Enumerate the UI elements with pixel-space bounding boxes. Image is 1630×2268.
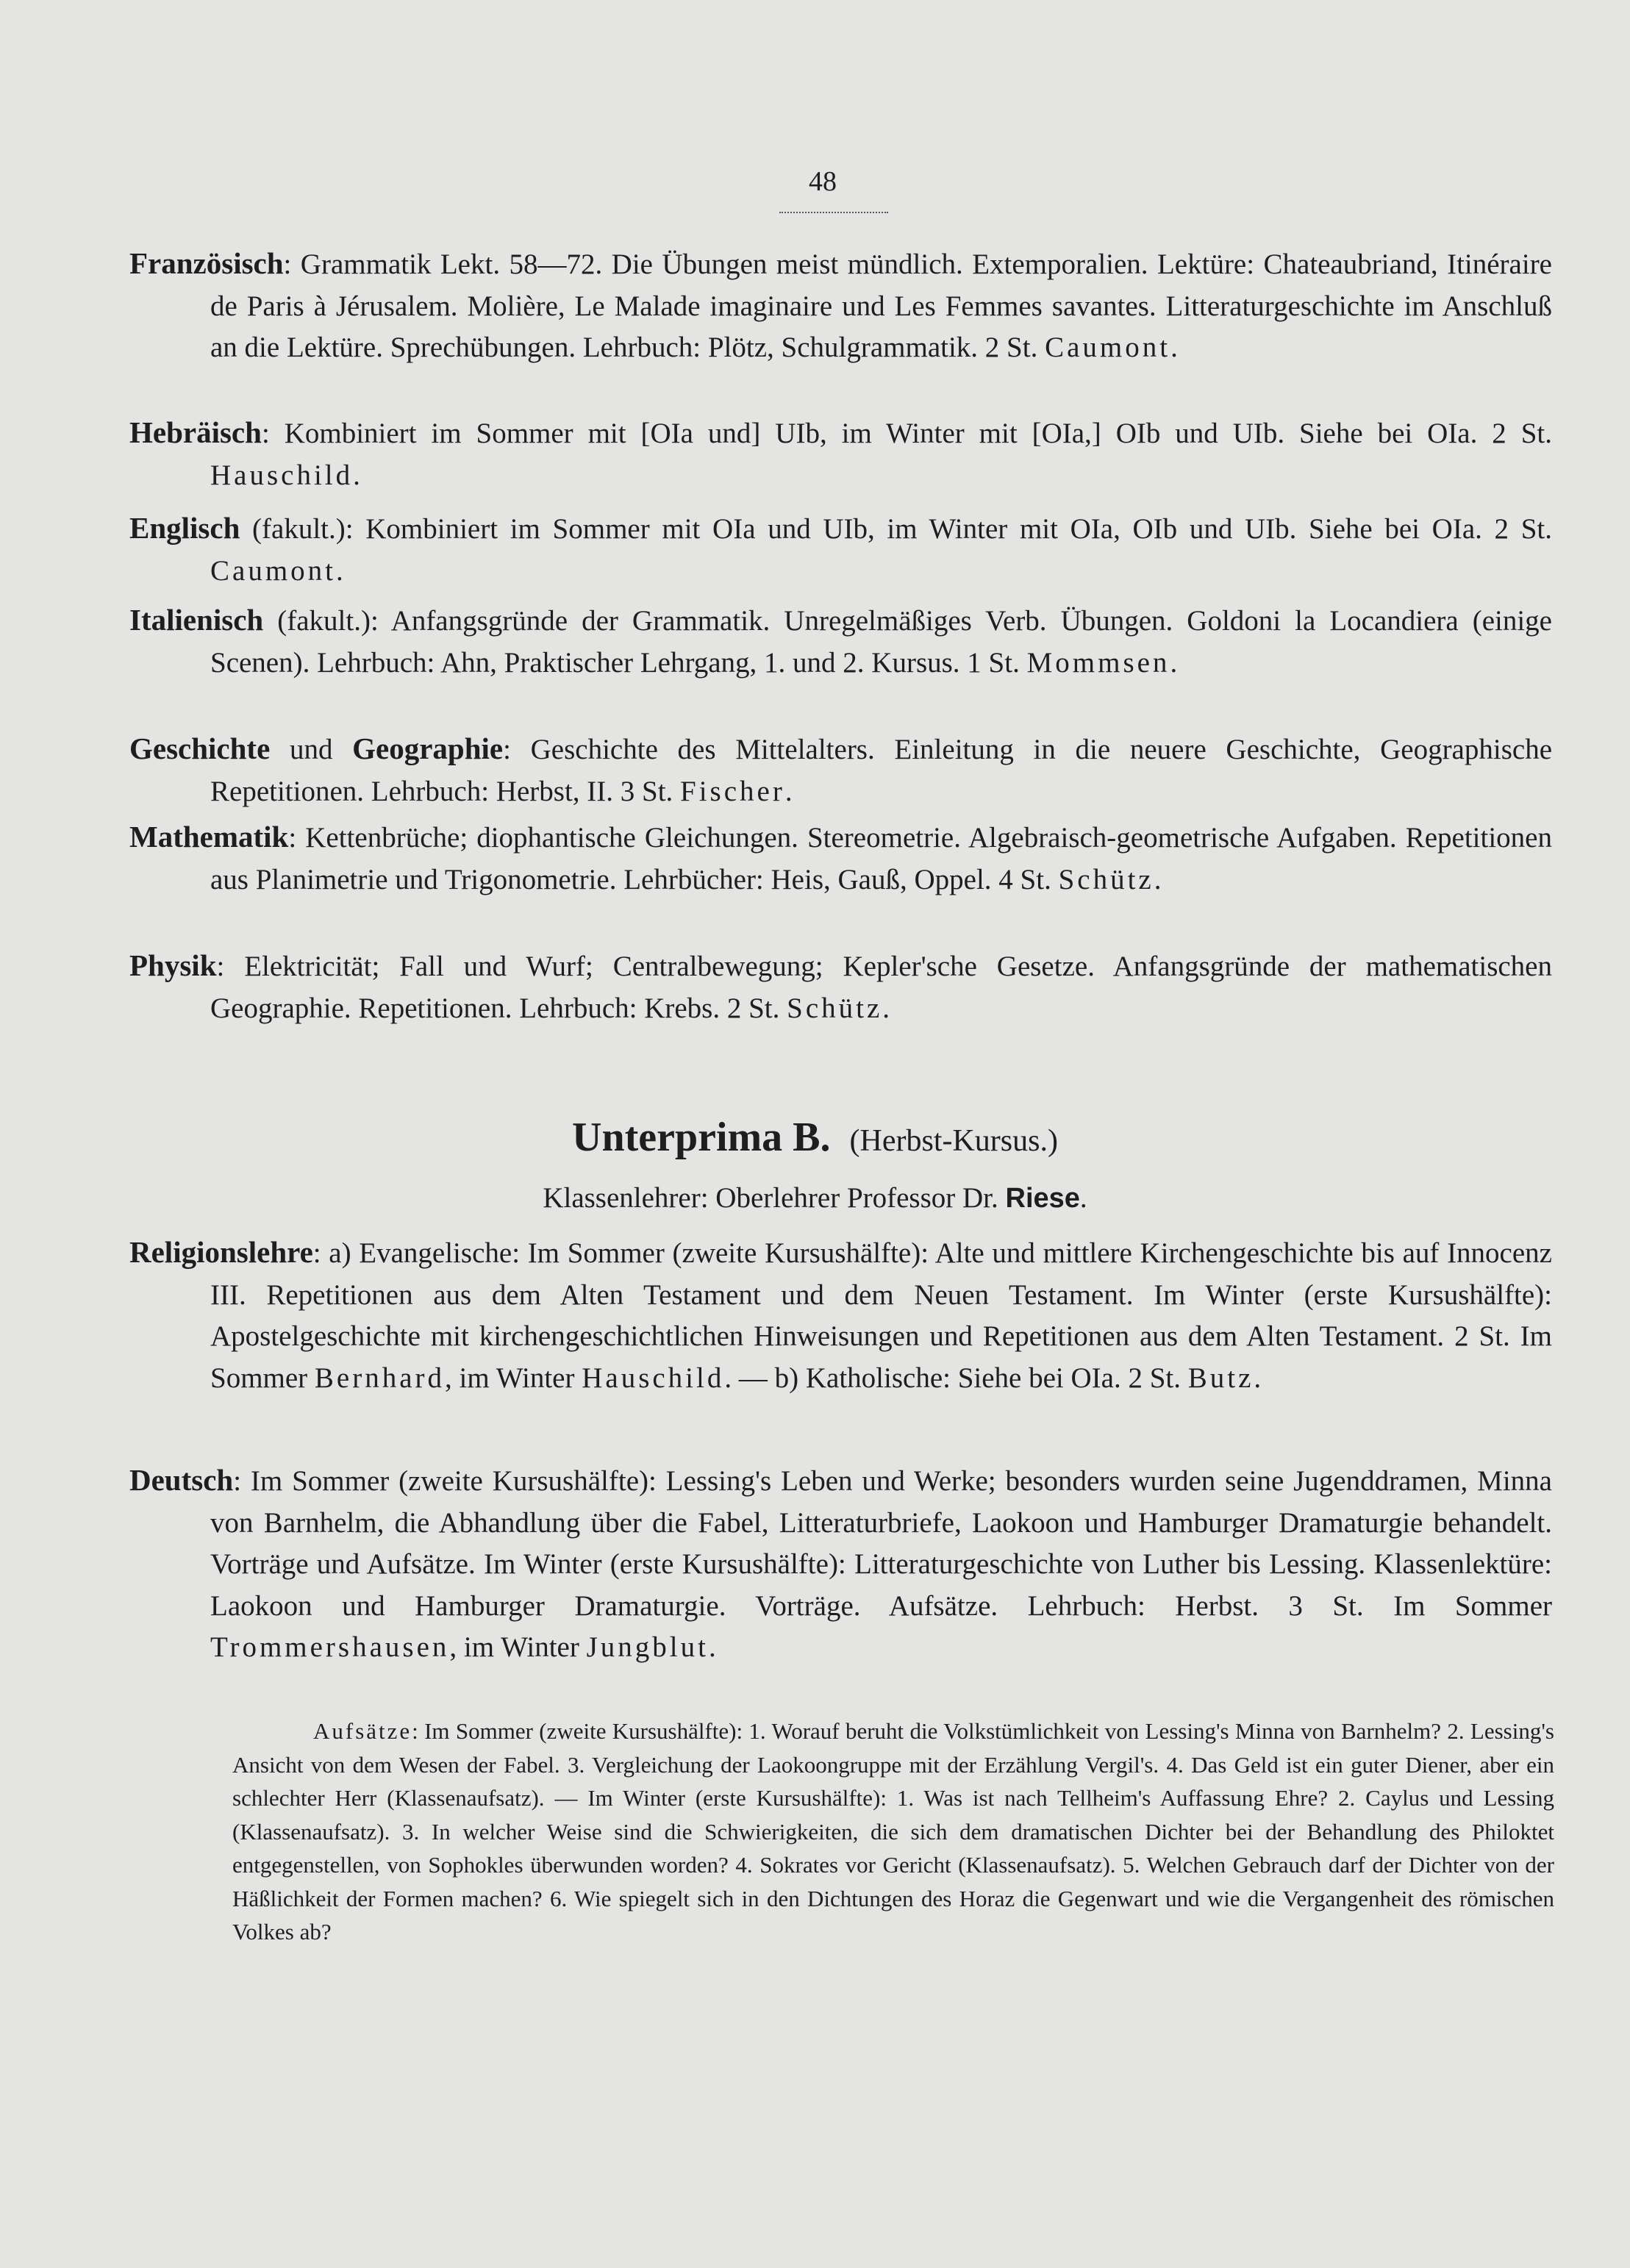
page-number-ornament xyxy=(779,204,888,213)
subject-entry-deutsch xyxy=(129,1459,1552,1669)
page-number: 48 xyxy=(809,166,837,197)
teacher-name: Hauschild xyxy=(210,459,354,491)
subject-entry-religionslehre xyxy=(129,1231,1552,1399)
subject-entry-englisch xyxy=(129,507,1552,592)
subject-entry-mathematik xyxy=(129,816,1552,901)
paragraph xyxy=(129,816,1552,901)
subject-text: : Im Sommer (zweite Kursushälfte): Lessing's Leben und Werke; besonders wurden seine Jugenddramen, Minna von Barnhelm, die Abhandlung über die Fabel, Litteraturbriefe, Laokoon und Hamburger Dramaturgie behandelt. Vorträge und Aufsätze. Im Winter (erste Kursushälfte): Litteraturgeschichte von Luther bis Lessing. Klassenlektüre: Laokoon und Hamburger Dramaturgie. Vorträge. Aufsätze. Lehrbuch: Herbst. 3 St. Im Sommer xyxy=(210,1465,1552,1622)
subject-heading: Französisch xyxy=(129,246,284,280)
period: . xyxy=(1154,863,1162,895)
subject-text: (fakult.): Anfangsgründe der Grammatik. Unregelmäßiges Verb. Übungen. Goldoni la Locandiera (einige Scenen). Lehrbuch: Ahn, Praktischer Lehrgang, 1. und 2. Kursus. 1 St. xyxy=(210,605,1552,679)
subject-heading: Deutsch xyxy=(129,1463,234,1497)
paragraph xyxy=(129,599,1552,684)
paragraph xyxy=(129,243,1552,369)
essay-topics-note xyxy=(232,1714,1554,1949)
subject-heading: Hebräisch xyxy=(129,415,262,449)
teacher-name: Caumont xyxy=(210,554,336,587)
subject-heading: Religionslehre xyxy=(129,1235,313,1269)
subject-entry-franzoesisch xyxy=(129,243,1552,369)
period: . xyxy=(1079,1182,1087,1214)
subject-entry-geschichte xyxy=(129,728,1552,812)
period: . xyxy=(353,459,360,491)
section-title: Unterprima B. xyxy=(572,1115,831,1160)
subject-heading: Italienisch xyxy=(129,603,264,637)
subject-heading: Mathematik xyxy=(129,820,289,854)
teacher-name-2: Hauschild xyxy=(582,1362,725,1394)
period: . xyxy=(1254,1362,1262,1394)
paragraph xyxy=(129,412,1552,496)
paragraph xyxy=(129,945,1552,1029)
subject-text: : Geschichte des Mittelalters. Einleitung in die neuere Geschichte, Geographische Repetitionen. Lehrbuch: Herbst, II. 3 St. xyxy=(210,734,1552,807)
paragraph xyxy=(129,1459,1552,1669)
subject-entry-hebraeisch xyxy=(129,412,1552,496)
subject-text: : a) Evangelische: Im Sommer (zweite Kursushälfte): Alte und mittlere Kirchengeschichte bis auf Innocenz III. Repetitionen aus dem Alten Testament und dem Neuen Testament. Im Winter (erste Kursushälfte): Apostelgeschichte mit kirchengeschichtlichen Hinweisungen und Repetitionen aus dem Alten Testament. 2 St. Im Sommer xyxy=(210,1237,1552,1394)
section-heading xyxy=(0,1114,1630,1161)
class-teacher-line xyxy=(0,1181,1630,1215)
subject-text: : Grammatik Lekt. 58—72. Die Übungen meist mündlich. Extemporalien. Lektüre: Chateaubriand, Itinéraire de Paris à Jérusalem. Molière, Le Malade imaginaire und Les Femmes savantes. Litteraturgeschichte im Anschluß an die Lektüre. Sprechübungen. Lehrbuch: Plötz, Schulgrammatik. 2 St. xyxy=(210,248,1552,363)
period: . xyxy=(1170,332,1178,363)
note-text: : Im Sommer (zweite Kursushälfte): 1. Worauf beruht die Volkstümlichkeit von Lessing's Minna von Barnhelm? 2. Lessing's Ansicht von dem Wesen der Fabel. 3. Vergleichung der Laokoongruppe mit der Erzählung Vergil's. 4. Das Geld ist ein guter Diener, aber ein schlechter Herr (Klassenaufsatz). — Im Winter (erste Kursushälfte): 1. Was ist nach Tellheim's Auffassung Ehre? 2. Caylus und Lessing (Klassenaufsatz). 3. In welcher Weise sind die Schwierigkeiten, die sich dem dramatischen Dichter bei der Behandlung des Philoktet entgegenstellen, von Sophokles überwunden worden? 4. Sokrates vor Gericht (Klassenaufsatz). 5. Welchen Gebrauch darf der Dichter von der Häßlichkeit der Formen machen? 6. Wie spiegelt sich in den Dichtungen des Horaz die Gegenwart und wie die Vergangenheit des römischen Volkes ab? xyxy=(232,1718,1554,1945)
subject-text-2: , im Winter xyxy=(449,1631,587,1663)
teacher-name-2: Jungblut xyxy=(586,1631,709,1663)
teacher-name-3: Butz xyxy=(1187,1362,1254,1394)
period: . xyxy=(882,992,890,1024)
period: . xyxy=(708,1631,716,1663)
section-subtitle: (Herbst-Kursus.) xyxy=(849,1124,1058,1158)
teacher-name: Caumont xyxy=(1045,332,1171,363)
period: . xyxy=(784,775,793,807)
subject-text: : Elektricität; Fall und Wurf; Centralbewegung; Kepler'sche Gesetze. Anfangsgründe der mathematischen Geographie. Repetitionen. Lehrbuch: Krebs. 2 St. xyxy=(210,951,1552,1024)
subject-text: : Kombiniert im Sommer mit [OIa und] UIb, im Winter mit [OIa,] OIb und UIb. Siehe bei OIa. 2 St. xyxy=(261,418,1552,449)
paragraph xyxy=(129,728,1552,812)
teacher-name: Bernhard xyxy=(314,1362,446,1394)
period: . xyxy=(336,554,343,587)
teacher-name: Trommershausen xyxy=(210,1631,450,1663)
paragraph xyxy=(129,507,1552,592)
subject-heading: Physik xyxy=(129,948,217,982)
note-label: Aufsätze xyxy=(313,1718,412,1744)
subject-text-3: . — b) Katholische: Siehe bei OIa. 2 St. xyxy=(724,1362,1188,1394)
teacher-name: Schütz xyxy=(1058,863,1154,895)
subject-text-2: , im Winter xyxy=(445,1362,582,1394)
subject-heading: Geschichte xyxy=(129,731,271,765)
subject-text: : Kettenbrüche; diophantische Gleichungen. Stereometrie. Algebraisch-geometrische Aufgaben. Repetitionen aus Planimetrie und Trigonometrie. Lehrbücher: Heis, Gauß, Oppel. 4 St. xyxy=(210,822,1552,895)
class-teacher-name: Riese xyxy=(1005,1183,1080,1214)
connector-text: und xyxy=(270,734,353,765)
teacher-name: Schütz xyxy=(787,992,883,1024)
class-teacher-label: Klassenlehrer: Oberlehrer Professor Dr. xyxy=(543,1182,1006,1214)
period: . xyxy=(1170,646,1178,679)
teacher-name: Mommsen xyxy=(1026,646,1170,679)
subject-text: (fakult.): Kombiniert im Sommer mit OIa und UIb, im Winter mit OIa, OIb und UIb. Siehe bei OIa. 2 St. xyxy=(240,513,1552,545)
subject-heading: Englisch xyxy=(129,511,240,545)
teacher-name: Fischer xyxy=(680,775,785,807)
subject-entry-italienisch xyxy=(129,599,1552,684)
paragraph xyxy=(129,1231,1552,1399)
subject-entry-physik xyxy=(129,945,1552,1029)
subject-heading-2: Geographie xyxy=(352,731,504,765)
